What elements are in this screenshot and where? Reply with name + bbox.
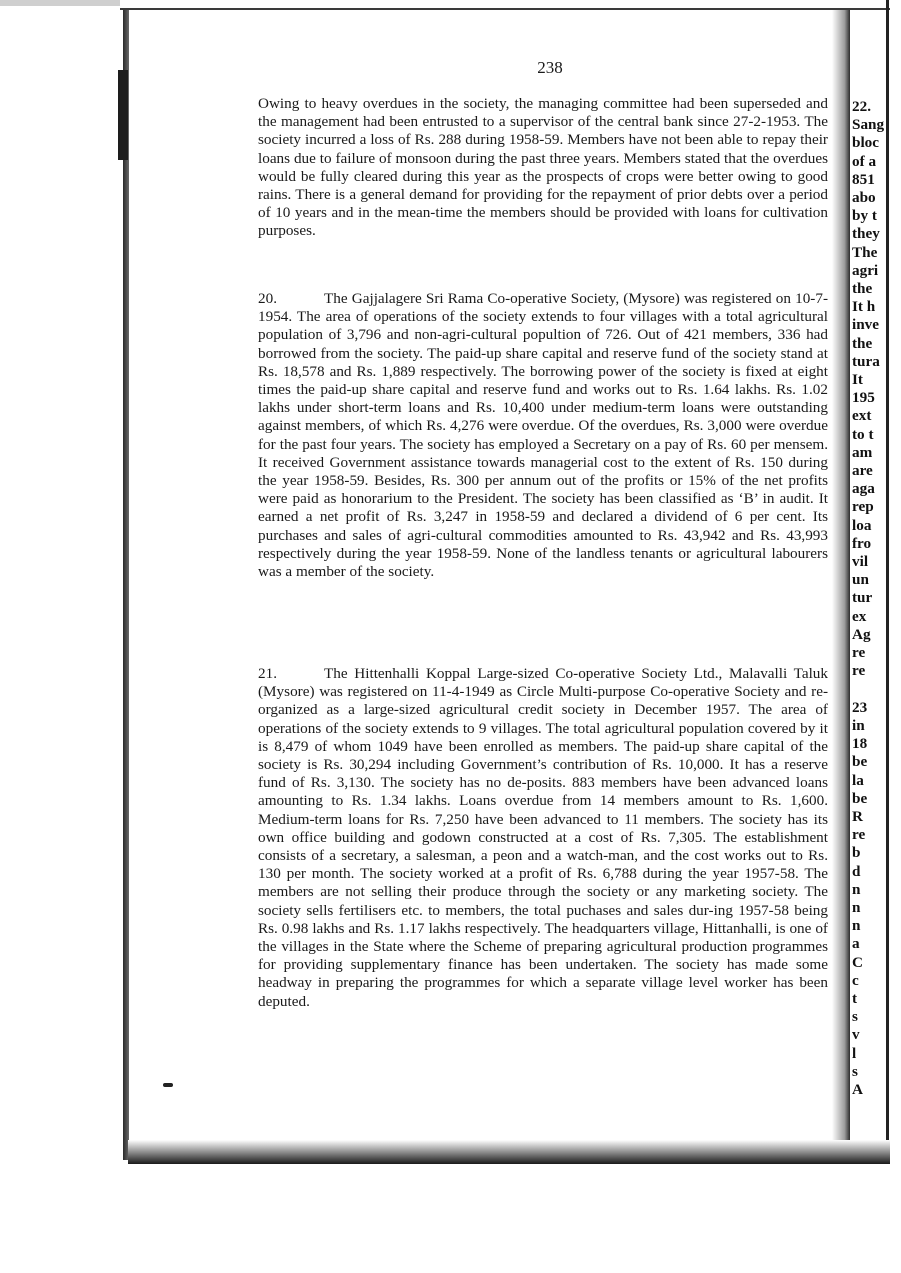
- facing-page-line: abo: [852, 189, 876, 207]
- book-gutter-shadow: [832, 10, 850, 1150]
- paragraph-continued: [258, 95, 828, 241]
- facing-page-line: the: [852, 334, 873, 352]
- facing-page-line: aga: [852, 480, 875, 498]
- facing-page-line: b: [852, 844, 861, 862]
- facing-page-line: R: [852, 807, 863, 825]
- facing-page-line: are: [852, 462, 873, 480]
- scan-border-right: [886, 0, 889, 1160]
- facing-page-line: n: [852, 880, 861, 898]
- facing-page-line: 18: [852, 735, 868, 753]
- facing-page-line: Sang: [852, 116, 885, 134]
- facing-page-line: ex: [852, 607, 867, 625]
- paragraph-20: [258, 290, 828, 581]
- paragraph-body: [258, 665, 828, 1011]
- facing-page-line: l: [852, 1044, 857, 1062]
- facing-page-line: to t: [852, 425, 874, 443]
- facing-page-line: [852, 681, 886, 699]
- facing-page-line: be: [852, 789, 868, 807]
- facing-page-line: bloc: [852, 134, 880, 152]
- scan-border-left: [123, 10, 129, 1160]
- scan-border-bottom: [128, 1140, 890, 1164]
- facing-page-line: 22.: [852, 98, 871, 115]
- facing-page-line: a: [852, 935, 860, 953]
- facing-page-line: am: [852, 443, 873, 461]
- paragraph-number: 21.: [258, 665, 277, 682]
- facing-page-line: C: [852, 953, 863, 971]
- paragraph-text: The Gajjalagere Sri Rama Co-operative Society, (Mysore) was registered on 10-7-1954. The area of operations of the society extends to four villages with a total agricultural population of 3,796 and non-agri-cultural popultion of 726. Out of 421 members, 336 had borrowed from the society. The paid-up share capital and reserve fund of the society stand at Rs. 18,578 and Rs. 1,889 respectively. The borrowing power of the society is fixed at eight times the paid-up share capital and reserve fund and works out to Rs. 1.64 lakhs. Rs. 1.02 lakhs under short-term loans and Rs. 10,400 under medium-term loans were outstanding against members, of which Rs. 4,276 were overdue. Of the overdues, Rs. 3,000 were overdue for the past four years. The society has employed a Secretary on a pay of Rs. 60 per mensem. It received Government assistance towards managerial cost to the extent of Rs. 150 during the year 1958-59. Besides, Rs. 300 per annum out of the profits or 15% of the net profits were paid as honorarium to the President. The society has been classified as ‘B’ in audit. It earned a net profit of Rs. 3,247 in 1958-59 and declared a dividend of 6 per cent. Its purchases and sales of agri-cultural commodities amounted to Rs. 43,942 and Rs. 43,993 respectively during the year 1958-59. None of the landless tenants or agricultural labourers was a member of the society.: [258, 290, 828, 581]
- facing-page-line: re: [852, 644, 866, 662]
- facing-page-line: v: [852, 1026, 860, 1044]
- paragraph-21: [258, 665, 828, 1011]
- facing-page-line: s: [852, 1062, 858, 1080]
- facing-page-line: la: [852, 771, 864, 789]
- facing-page-line: It: [852, 371, 863, 389]
- facing-page-line: re: [852, 826, 866, 844]
- facing-page-line: vil: [852, 553, 869, 571]
- facing-page-line: fro: [852, 534, 872, 552]
- facing-page-line: c: [852, 971, 859, 989]
- facing-page-line: of a: [852, 152, 877, 170]
- facing-page-line: n: [852, 898, 861, 916]
- facing-page-line: un: [852, 571, 869, 589]
- facing-page-line: 195: [852, 389, 875, 407]
- facing-page-line: in: [852, 716, 865, 734]
- facing-page-column: [852, 98, 886, 1148]
- facing-page-line: ext: [852, 407, 872, 425]
- facing-page-line: rep: [852, 498, 874, 516]
- facing-page-line: be: [852, 753, 868, 771]
- scan-binding-mark: [118, 70, 128, 160]
- facing-page-line: 851: [852, 170, 875, 188]
- facing-page-line: 23: [852, 698, 868, 716]
- margin-mark: [163, 1083, 173, 1087]
- facing-page-line: The: [852, 243, 878, 261]
- paragraph-text: The Hittenhalli Koppal Large-sized Co-operative Society Ltd., Malavalli Taluk (Mysore) was registered on 11-4-1949 as Circle Multi-purpose Co-operative Society and re-organized as a large-sized agricultural credit society in December 1957. The area of operations of the society extends to 9 villages. The total agricultural population covered by it is 8,479 of whom 1049 have been enrolled as members. The paid-up share capital of the society is Rs. 30,294 including Government’s contribution of Rs. 10,000. It has a reserve fund of Rs. 3,130. The society has no de-posits. 883 members have been advanced loans amounting to Rs. 1.34 lakhs. Loans overdue from 14 members amount to Rs. 1,600. Medium-term loans for Rs. 7,250 have been advanced to 11 members. The society has its own office building and godown constructed at a cost of Rs. 7,305. The establishment consists of a secretary, a salesman, a peon and a watch-man, and the cost works out to Rs. 130 per month. The society worked at a profit of Rs. 6,788 during the year 1957-58. The members are not selling their produce through the society or any marketing society. The society sells fertilisers etc. to members, the total puchases and sales dur-ing 1957-58 being Rs. 0.98 lakhs and Rs. 1.17 lakhs respectively. The headquarters village, Hittanhalli, is one of the villages in the State where the Scheme of preparing agricultural production programmes for providing supplementary finance has been undertaken. The society has made some headway in preparing the programmes for which a separate village level worker has been deputed.: [258, 665, 828, 1010]
- facing-page-line: re: [852, 662, 866, 680]
- facing-page-line: n: [852, 917, 861, 935]
- paragraph-number: 20.: [258, 290, 277, 307]
- page-number: 238: [537, 58, 563, 77]
- facing-page-line: t: [852, 989, 858, 1007]
- facing-page-line: tura: [852, 352, 880, 370]
- facing-page-line: tur: [852, 589, 873, 607]
- facing-page-line: inve: [852, 316, 880, 334]
- facing-page-line: It h: [852, 298, 876, 316]
- scan-edge-top: [0, 0, 120, 6]
- facing-page-line: A: [852, 1080, 863, 1098]
- facing-page-line: by t: [852, 207, 877, 225]
- facing-page-line: the: [852, 280, 873, 298]
- facing-page-line: agri: [852, 261, 879, 279]
- scan-border-top: [120, 8, 890, 10]
- paragraph-text: Owing to heavy overdues in the society, the managing committee had been superseded and the management had been entrusted to a supervisor of the central bank since 27-2-1953. The society incurred a loss of Rs. 288 during 1958-59. Members have not been able to repay their loans due to failure of monsoon during the past three years. Members stated that the overdues would be fully cleared during this year as the prospects of crops were better owing to good rains. There is a general demand for providing for the repayment of prior debts over a period of 10 years and in the mean-time the members should be provided with loans for cultivation purposes.: [258, 95, 828, 240]
- facing-page-line: s: [852, 1008, 858, 1026]
- facing-page-line: loa: [852, 516, 872, 534]
- facing-page-line: Ag: [852, 625, 871, 643]
- facing-page-line: they: [852, 225, 880, 243]
- facing-page-line: d: [852, 862, 861, 880]
- paragraph-body: [258, 290, 828, 581]
